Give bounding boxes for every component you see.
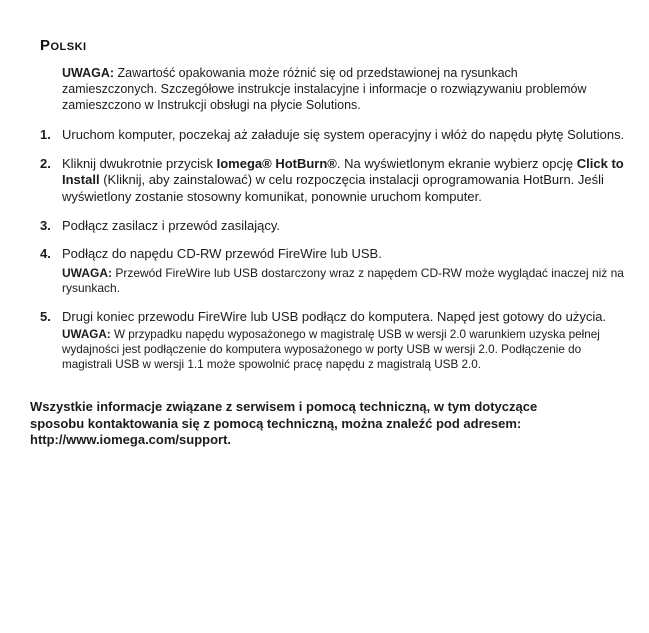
step-5-number: 5. bbox=[40, 308, 51, 324]
step-2-seg-2: . Na wyświetlonym ekranie wybierz opcję bbox=[336, 155, 577, 171]
step-5-body bbox=[62, 309, 634, 374]
step-4-number: 4. bbox=[40, 246, 51, 262]
step-3-body bbox=[62, 218, 634, 235]
step-2-seg-0: Kliknij dwukrotnie przycisk bbox=[62, 155, 217, 171]
step-5-note bbox=[62, 328, 634, 373]
step-1-number: 1. bbox=[40, 127, 51, 143]
step-5 bbox=[40, 309, 641, 374]
intro-note bbox=[62, 65, 610, 113]
step-2-seg-4: (Kliknij, aby zainstalować) w celu rozpoczęcia instalacji oprogramowania HotBurn. Jeśli wyświetlony zostanie stosowny komunikat, ponownie uruchom komputer. bbox=[62, 172, 604, 205]
intro-note-label: UWAGA: bbox=[62, 66, 115, 81]
step-2-body bbox=[62, 156, 634, 206]
step-4-note-text: Przewód FireWire lub USB dostarczony wraz z napędem CD-RW może wyglądać inaczej niż na rysunkach. bbox=[62, 265, 624, 296]
step-2-seg-3-install-option: Click to Install bbox=[62, 155, 624, 188]
step-3-text: Podłącz zasilacz i przewód zasilający. bbox=[62, 217, 280, 233]
step-2-number: 2. bbox=[40, 155, 51, 171]
step-1 bbox=[40, 127, 641, 144]
step-4-text: Podłącz do napędu CD-RW przewód FireWire lub USB. bbox=[62, 246, 382, 262]
step-4 bbox=[40, 246, 641, 296]
step-3 bbox=[40, 218, 641, 235]
step-1-body bbox=[62, 127, 634, 144]
step-5-text: Drugi koniec przewodu FireWire lub USB podłącz do komputera. Napęd jest gotowy do użycia. bbox=[62, 308, 607, 324]
step-3-number: 3. bbox=[40, 217, 51, 233]
step-1-text: Uruchom komputer, poczekaj aż załaduje się system operacyjny i włóż do napędu płytę Solutions. bbox=[62, 127, 625, 143]
step-5-note-text: W przypadku napędu wyposażonego w magistralę USB w wersji 2.0 warunkiem uzyska pełnej wydajności jest podłączenie do komputera wyposażonego w porty USB w wersji 2.0. Podłączenie do magistrali USB w wersji 1.1 może spowolnić pracę napędu z magistralą USB 2.0. bbox=[62, 328, 600, 372]
step-4-note-label: UWAGA: bbox=[62, 265, 112, 280]
step-4-note bbox=[62, 266, 634, 297]
step-4-body bbox=[62, 246, 634, 296]
page-title: Polski bbox=[40, 37, 87, 54]
step-2-text bbox=[62, 156, 634, 206]
step-2 bbox=[40, 156, 641, 206]
step-2-seg-1-product-name: Iomega® HotBurn® bbox=[216, 155, 337, 171]
step-5-note-label: UWAGA: bbox=[62, 328, 111, 342]
intro-note-text: Zawartość opakowania może różnić się od przedstawionej na rysunkach zamieszczonych. Szczegółowe instrukcje instalacyjne i informacje o rozwiązywaniu problemów zamieszczono w Instrukcji obsługi na płycie Solutions. bbox=[62, 66, 587, 113]
support-info-text: Wszystkie informacje związane z serwisem i pomocą techniczną, w tym dotyczące sposobu kontaktowania się z pomocą techniczną, można znaleźć pod adresem: http://www.iomega.com/support. bbox=[30, 399, 538, 448]
